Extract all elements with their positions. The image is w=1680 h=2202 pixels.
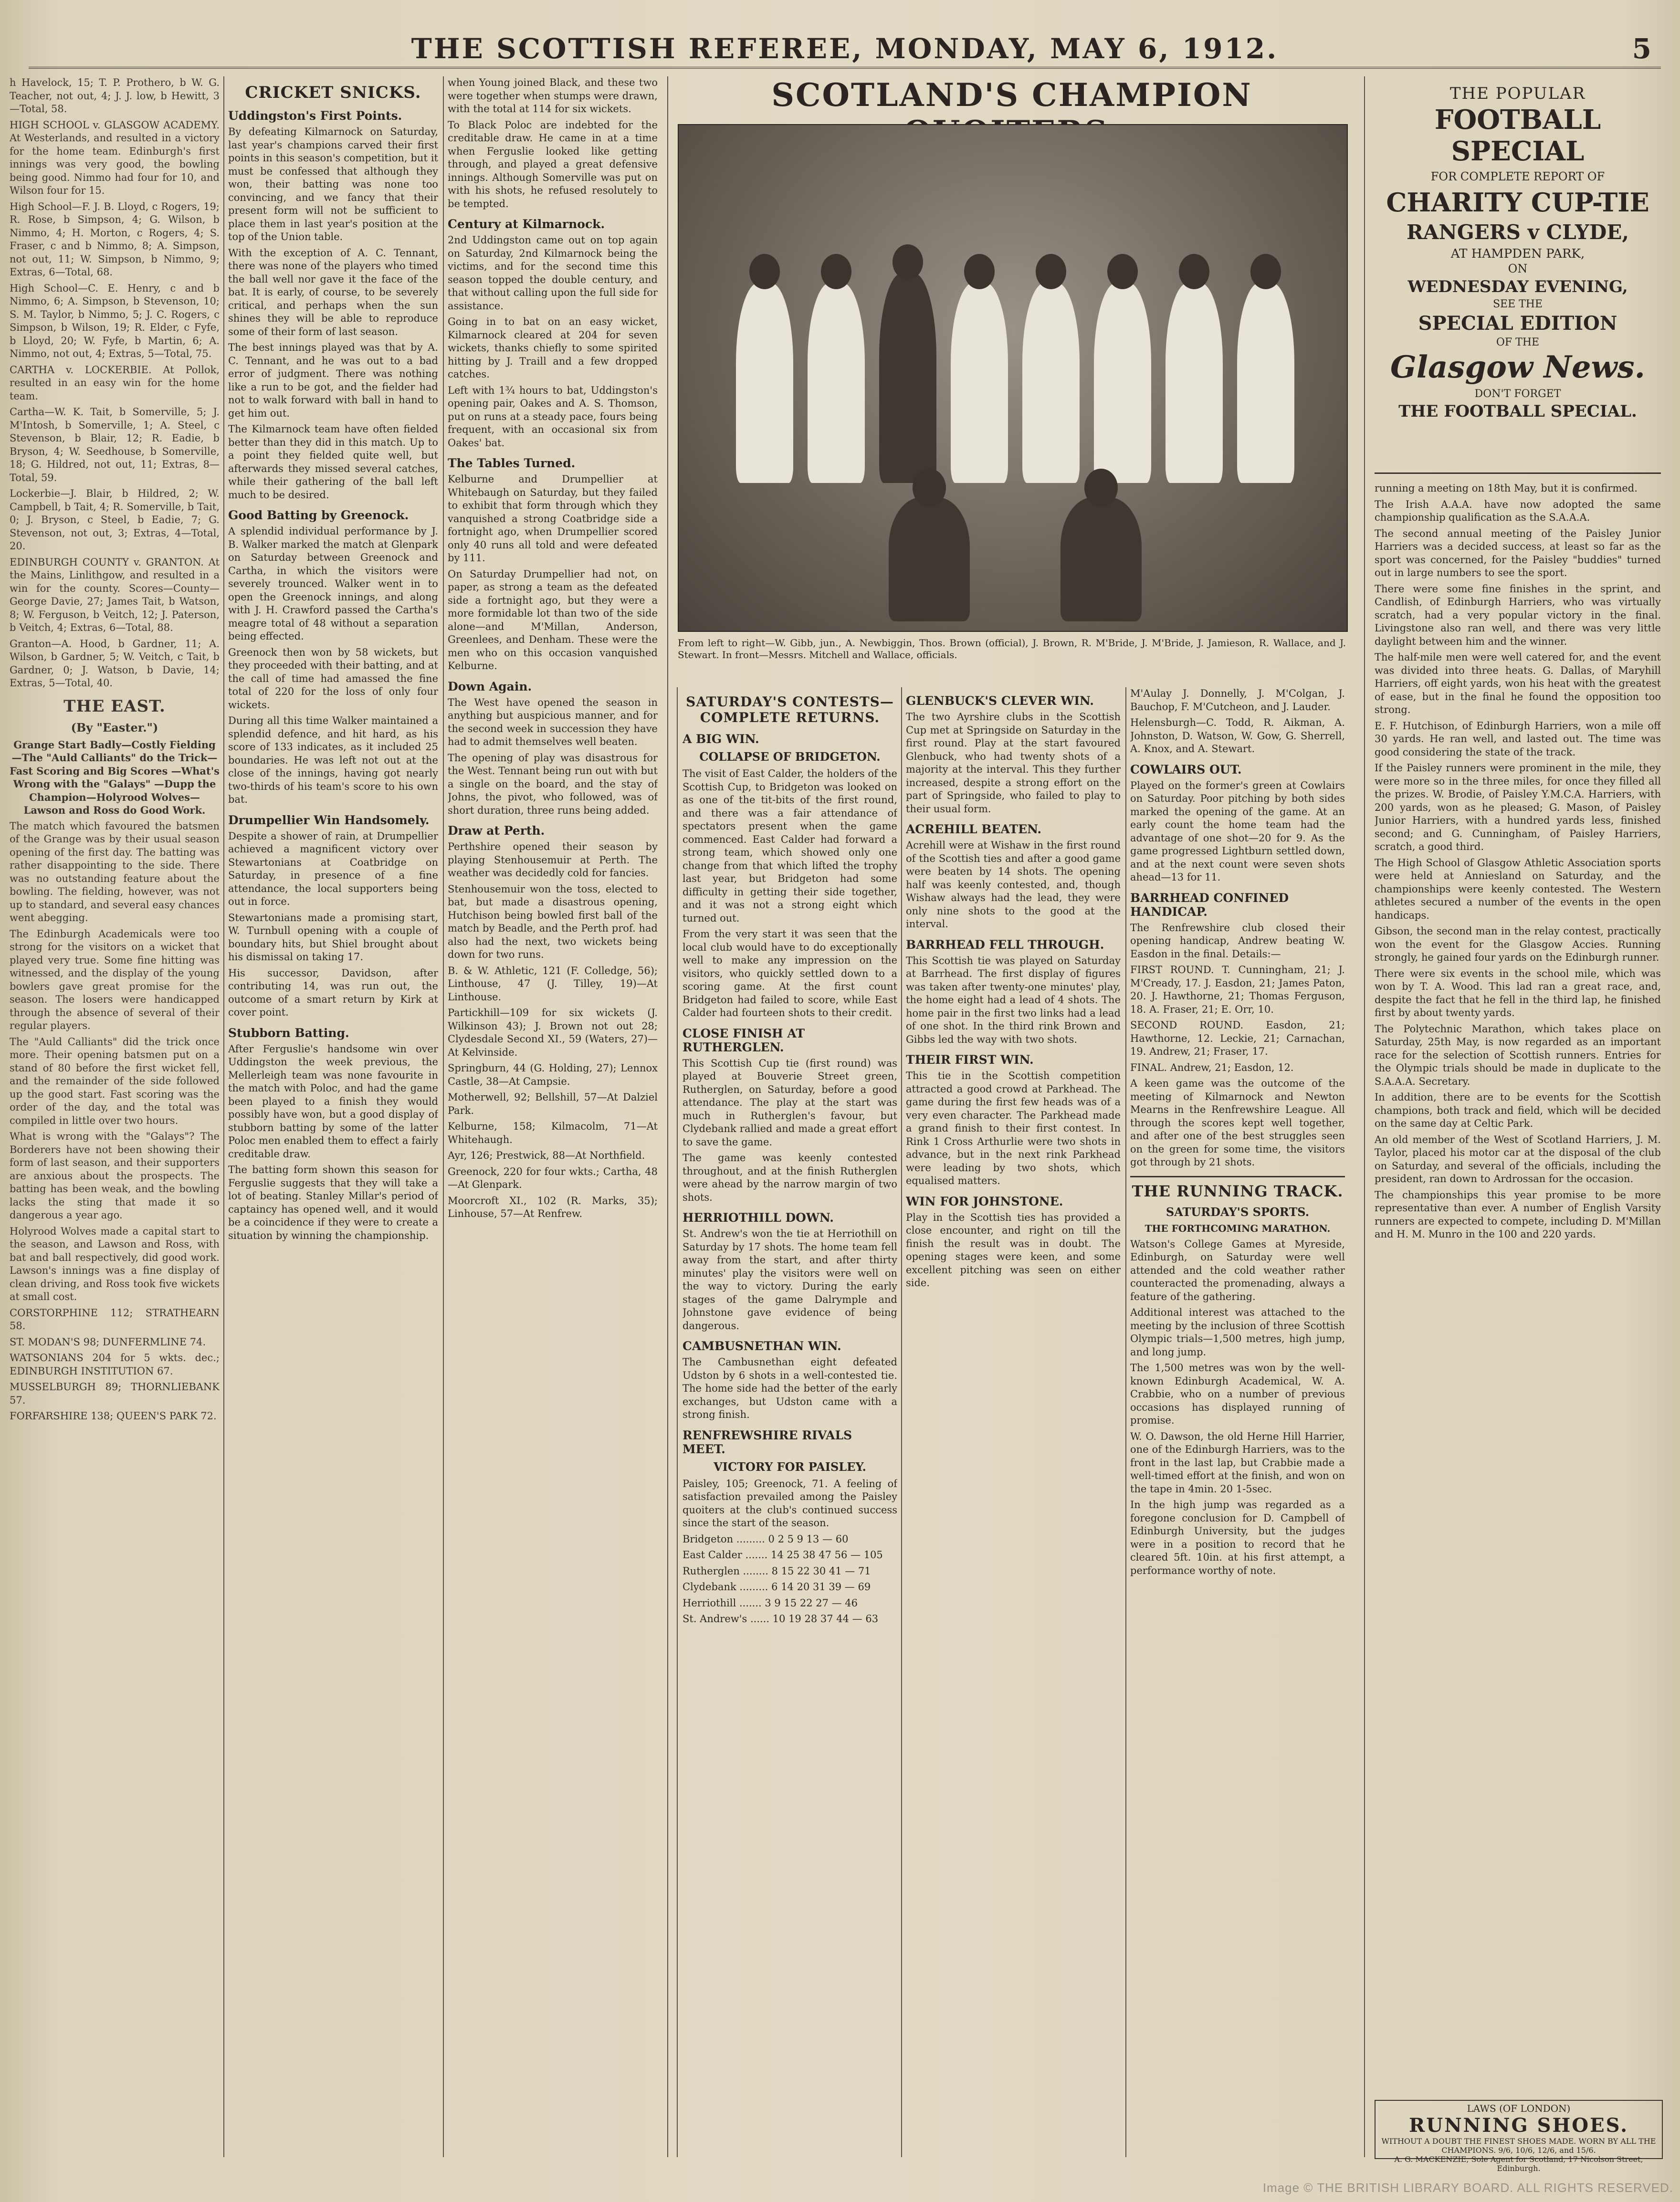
article-paragraph: Acrehill were at Wishaw in the first round of the Scottish ties and after a good game were beaten by 14 shots. The opening half was keenly contested, and, though Wishaw always had the lead, they were only nine shots to the good at the interval. bbox=[906, 839, 1121, 930]
article-paragraph: The opening of play was disastrous for the West. Tennant being run out with but a single on the board, and the stay of Johns, the pivot, who followed, was of short duration, three runs being added. bbox=[448, 752, 658, 816]
article-paragraph: FINAL. Andrew, 21; Easdon, 12. bbox=[1130, 1061, 1294, 1073]
article-paragraph: Kelburne and Drumpellier at Whitebaugh on Saturday, but they failed to exhibit that form through which they vanquished a strong Coatbridge side a fortnight ago, when Drumpellier scored only 40 runs all told and were defeated by 111. bbox=[448, 473, 658, 564]
article-paragraph: The second annual meeting of the Paisley Junior Harriers was a decided success, at least so far as the sport was concerned, for the Paisley "buddies" turned out in large numbers to see the sport. bbox=[1375, 527, 1661, 578]
article-paragraph: St. Andrew's won the tie at Herriothill on Saturday by 17 shots. The home team fell away from the start, and after thirty minutes' play the visitors were well on the way to victory. During the early stages of the game Dalrymple and Johnstone gave evidence of being dangerous. bbox=[682, 1228, 897, 1332]
section-heading: Draw at Perth. bbox=[448, 824, 545, 838]
article-paragraph: His successor, Davidson, after contributing 14, was run out, the outcome of a smart return by Kirk at cover point. bbox=[228, 967, 438, 1018]
score-line: Ayr, 126; Prestwick, 88—At Northfield. bbox=[448, 1150, 645, 1161]
section-heading: CLOSE FINISH AT RUTHERGLEN. bbox=[682, 1026, 805, 1054]
east-section-body bbox=[10, 820, 220, 1304]
article-paragraph: The High School of Glasgow Athletic Association sports were held at Anniesland on Saturday, and the championships were keenly contested. The Western athletes secured a number of the events in the open handicaps. bbox=[1375, 857, 1661, 921]
column-rule bbox=[1125, 687, 1126, 2157]
ad-line: FOR COMPLETE REPORT OF bbox=[1430, 170, 1605, 183]
article-paragraph: Watson's College Games at Myreside, Edinburgh, on Saturday were well attended and the cold weather rather counteracted the promenading, always a feature of the gathering. bbox=[1130, 1238, 1345, 1302]
athletics-notes-body bbox=[1375, 482, 1661, 1241]
score-line: Springburn, 44 (G. Holding, 27); Lennox Castle, 38—At Campsie. bbox=[448, 1062, 658, 1087]
player-figure bbox=[1022, 283, 1080, 483]
section-heading: Uddingston's First Points. bbox=[228, 109, 402, 123]
seated-official-figure bbox=[889, 497, 970, 621]
score-line: Partickhill—109 for six wickets (J. Wilkinson 43); J. Brown not out 28; Clydesdale Second XI., 59 (Waters, 27)—At Kelvinside. bbox=[448, 1007, 658, 1058]
article-paragraph: During all this time Walker maintained a splendid defence, and hit hard, as his score of 133 indicates, as it included 25 boundaries. He was left not out at the close of the innings, having got nearly two-thirds of his team's score to his own bat. bbox=[228, 715, 438, 805]
article-paragraph: There were six events in the school mile, which was won by T. A. Wood. This lad ran a great race, and, despite the fact that he fell in the third lap, he finished first by about twenty yards. bbox=[1375, 967, 1661, 1018]
official-figure bbox=[879, 273, 936, 483]
ad-line: RANGERS v CLYDE, bbox=[1407, 220, 1629, 244]
column-3 bbox=[448, 76, 658, 2157]
article-paragraph: Perthshire opened their season by playing Stenhousemuir at Perth. The weather was decidedly cold for fancies. bbox=[448, 841, 658, 879]
player-figure bbox=[1094, 283, 1151, 483]
article-paragraph: Left with 1¾ hours to bat, Uddingston's opening pair, Oakes and A. S. Thomson, put on runs at a steady pace, fours being frequent, with an occasional six from Oakes' bat. bbox=[448, 384, 658, 449]
team-photograph bbox=[678, 124, 1348, 632]
photo-caption: From left to right—W. Gibb, jun., A. Newbiggin, Thos. Brown (official), J. Brown, R. M'Bride, J. M'Bride, J. Jamieson, R. Wallace, and J. Stewart. In front—Messrs. Mitchell and Wallace, officials. bbox=[678, 637, 1346, 661]
article-paragraph: The West have opened the season in anything but auspicious manner, and for the second week in succession they have had to admit themselves well beaten. bbox=[448, 696, 658, 747]
score-line: Motherwell, 92; Bellshill, 57—At Dalziel Park. bbox=[448, 1091, 658, 1116]
article-paragraph: SECOND ROUND. Easdon, 21; Hawthorne, 12. Leckie, 21; Carnachan, 19. Andrew, 21; Fraser, 17. bbox=[1130, 1019, 1345, 1057]
result-line: Bridgeton ......... 0 2 5 9 13 — 60 bbox=[682, 1533, 849, 1545]
ad-line: Glasgow News. bbox=[1390, 349, 1645, 385]
article-paragraph: To Black Poloc are indebted for the creditable draw. He came in at a time when Ferguslie looked like getting through, and played a great defensive innings. Although Somerville was put on with his shots, he refused resolutely to be tempted. bbox=[448, 119, 658, 210]
score-line: Kelburne, 158; Kilmacolm, 71—At Whitehaugh. bbox=[448, 1121, 658, 1145]
player-figure bbox=[736, 283, 793, 483]
article-paragraph: By defeating Kilmarnock on Saturday, last year's champions carved their first points in this season's competition, but it must be confessed that although they won, their batting was none too convincing, and we fancy that their present form will not be sufficient to place them in last year's position at the top of the Union table. bbox=[228, 126, 438, 242]
ad-line: CHARITY CUP-TIE bbox=[1386, 187, 1649, 218]
column-rule bbox=[677, 687, 678, 2157]
article-paragraph: After Ferguslie's handsome win over Uddingston the week previous, the Mellerleigh team was none favourite in the match with Poloc, and had the game been played to a finish they would possibly have won, but a good display of stubborn batting by some of the latter Poloc men enabled them to effect a fairly creditable draw. bbox=[228, 1043, 438, 1160]
section-heading: Good Batting by Greenock. bbox=[228, 508, 409, 522]
article-paragraph: A splendid individual performance by J. B. Walker marked the match at Glenpark on Saturday between Greenock and Cartha, in which the visitors were severely trounced. Walker went in to open the Greenock innings, and along with J. H. Crawford passed the Cartha's meagre total of 48 without a separation being effected. bbox=[228, 525, 438, 642]
article-paragraph: FIRST ROUND. T. Cunningham, 21; J. M'Cready, 17. J. Easdon, 21; James Paton, 20. J. Hawthorne, 21; Thomas Ferguson, 18. A. Fraser, 21; E. Orr, 10. bbox=[1130, 964, 1345, 1015]
football-special-advert bbox=[1375, 81, 1661, 474]
article-paragraph: The best innings played was that by A. C. Tennant, and he was out to a bad error of judgment. There was nothing like a run to be got, and the fielder had not to walk forward with ball in hand to get him out. bbox=[228, 342, 438, 419]
east-footer-scores bbox=[10, 1307, 220, 1423]
ad-line: SPECIAL EDITION bbox=[1418, 312, 1617, 335]
score-line: ST. MODAN'S 98; DUNFERMLINE 74. bbox=[10, 1336, 206, 1348]
column-1 bbox=[10, 76, 220, 2157]
section-heading: Stubborn Batting. bbox=[228, 1026, 349, 1040]
column-rule bbox=[1364, 76, 1365, 2157]
ad-line: WEDNESDAY EVENING, bbox=[1407, 277, 1628, 296]
cricket-snicks-body bbox=[228, 109, 438, 1242]
score-line: Greenock, 220 for four wkts.; Cartha, 48—At Glenpark. bbox=[448, 1165, 658, 1190]
article-paragraph: In the high jump was regarded as a foregone conclusion for D. Campbell of Edinburgh University, but the judges were in a position to record that he cleared 5ft. 10in. at his first attempt, a performance worthy of note. bbox=[1130, 1499, 1345, 1576]
ad-line: ON bbox=[1508, 262, 1528, 275]
article-paragraph: Going in to bat on an easy wicket, Kilmarnock cleared at 204 for seven wickets, thanks chiefly to some spirited hitting by J. Traill and a few dropped catches. bbox=[448, 316, 658, 380]
column-7 bbox=[1375, 482, 1661, 2090]
ad-line: AT HAMPDEN PARK, bbox=[1450, 247, 1585, 261]
running-track-sub2: THE FORTHCOMING MARATHON. bbox=[1144, 1222, 1331, 1234]
ad-line: FOOTBALL SPECIAL bbox=[1434, 104, 1601, 167]
section-heading: THEIR FIRST WIN. bbox=[906, 1053, 1034, 1067]
article-paragraph: Helensburgh—C. Todd, R. Aikman, A. Johnston, D. Watson, W. Gow, G. Sherrell, A. Knox, and A. Stewart. bbox=[1130, 717, 1345, 755]
player-head bbox=[749, 254, 780, 289]
article-paragraph: Despite a shower of rain, at Drumpellier achieved a magnificent victory over Stewartonians at Coatbridge on Saturday, in presence of a fine attendance, the local supporters being out in force. bbox=[228, 830, 438, 907]
section-heading: Drumpellier Win Handsomely. bbox=[228, 813, 430, 827]
masthead-title: THE SCOTTISH REFEREE, MONDAY, MAY 6, 1912. bbox=[411, 32, 1279, 65]
section-heading: ACREHILL BEATEN. bbox=[906, 822, 1042, 836]
score-line: Moorcroft XI., 102 (R. Marks, 35); Linhouse, 57—At Renfrew. bbox=[448, 1195, 658, 1219]
section-heading: RENFREWSHIRE RIVALS MEET. bbox=[682, 1428, 852, 1456]
article-paragraph: The Cambusnethan eight defeated Udston by 6 shots in a well-contested tie. The home side had the better of the early exchanges, but Udston came with a strong finish. bbox=[682, 1356, 897, 1420]
column-5 bbox=[906, 687, 1121, 2157]
article-paragraph: With the exception of A. C. Tennant, there was none of the players who timed the ball well nor gave it the face of the bat. It is early, of course, to be severely critical, and perhaps when the sun shines they will be able to reproduce some of their form of last season. bbox=[228, 247, 438, 337]
article-paragraph: The championships this year promise to be more representative than ever. A number of English Varsity runners are expected to compete, including D. M'Millan and H. M. Munro in the 100 and 220 yards. bbox=[1375, 1189, 1661, 1240]
section-heading: BARRHEAD FELL THROUGH. bbox=[906, 937, 1104, 952]
section-heading: BARRHEAD CONFINED HANDICAP. bbox=[1130, 891, 1289, 919]
section-heading: A BIG WIN. bbox=[682, 732, 759, 746]
article-paragraph: E. F. Hutchison, of Edinburgh Harriers, won a mile off 30 yards. He ran well, and lasted out. The time was good considering the state of the track. bbox=[1375, 720, 1661, 758]
article-paragraph: From the very start it was seen that the local club would have to do exceptionally well to make any impression on the visitors, who quickly settled down to a scoring game. At the first count Bridgeton had failed to score, while East Calder had fourteen shots to their credit. bbox=[682, 928, 897, 1018]
article-paragraph: If the Paisley runners were prominent in the mile, they were more so in the three miles, for once they filled all the prizes. W. Brodie, of Paisley Y.M.C.A. Harriers, with 200 yards, won as he pleased; G. Mason, of Paisley Junior Harriers, with a hundred yards less, finished second; and G. Cunningham, of Paisley Harriers, scratch, a good third. bbox=[1375, 762, 1661, 852]
section-subheading: VICTORY FOR PAISLEY. bbox=[714, 1459, 866, 1474]
quoits-results-table bbox=[682, 1533, 897, 1626]
player-head bbox=[1107, 254, 1138, 289]
shoe-ad-line: A. G. MACKENZIE, Sole Agent for Scotland, 17 Nicolson Street, Edinburgh. bbox=[1394, 2155, 1643, 2173]
article-paragraph: Stenhousemuir won the toss, elected to bat, but made a disastrous opening, Hutchison being bowled first ball of the match by Beadle, and the Perth prof. had also had the next, two wickets being down for two runs. bbox=[448, 883, 658, 960]
article-paragraph: The visit of East Calder, the holders of the Scottish Cup, to Bridgeton was looked on as one of the tit-bits of the first round, and there was a fair attendance of spectators present when the game commenced. East Calder had forward a strong team, which showed only one change from that which lifted the trophy last year, but Bridgeton had some difficulty in getting their side together, and it was not a strong eight which turned out. bbox=[682, 768, 897, 924]
page-number: 5 bbox=[1632, 32, 1651, 65]
score-line: B. & W. Athletic, 121 (F. Colledge, 56); Linthouse, 47 (J. Tilley, 19)—At Linthouse. bbox=[448, 965, 658, 1003]
seated-official-head bbox=[1084, 469, 1118, 507]
score-paragraph: h Havelock, 15; T. P. Prothero, b W. G. Teacher, not out, 4; J. J. low, b Hewitt, 3—Total, 58. bbox=[10, 77, 220, 115]
quoits-column-5-body bbox=[906, 694, 1121, 1290]
article-paragraph: This tie in the Scottish competition attracted a good crowd at Parkhead. The game during the first few heads was of a very even character. The Parkhead made a grand finish to their first contest. In Rink 1 Cross Arthurlie were two shots in advance, but in the next rink Parkhead were leading by two shots, which equalised matters. bbox=[906, 1070, 1121, 1186]
ad-line: THE POPULAR bbox=[1449, 84, 1586, 103]
player-figure bbox=[808, 283, 865, 483]
section-heading: The Tables Turned. bbox=[448, 456, 576, 470]
article-paragraph: This Scottish Cup tie (first round) was played at Bouverie Street green, Rutherglen, on Saturday, before a good attendance. The play at the start was much in Rutherglen's favour, but Clydebank rallied and made a great effort to save the game. bbox=[682, 1057, 897, 1148]
column-4 bbox=[682, 687, 897, 2157]
copyright-notice: Image © THE BRITISH LIBRARY BOARD. ALL RIGHTS RESERVED. bbox=[1262, 2181, 1673, 2195]
article-paragraph: M'Aulay J. Donnelly, J. M'Colgan, J. Bauchop, F. M'Cutcheon, and J. Lauder. bbox=[1130, 688, 1345, 713]
player-head bbox=[1036, 254, 1066, 289]
score-paragraph: Lockerbie—J. Blair, b Hildred, 2; W. Campbell, b Tait, 4; R. Somerville, b Tait, 0; J. Bryson, c Steel, b Eadie, 7; G. Stevenson, not out, 3; Extras, 4—Total, 20. bbox=[10, 488, 220, 552]
ad-line: SEE THE bbox=[1492, 298, 1543, 310]
section-heading: GLENBUCK'S CLEVER WIN. bbox=[906, 694, 1094, 708]
official-head bbox=[892, 244, 923, 280]
article-paragraph: On Saturday Drumpellier had not, on paper, as strong a team as the defeated side a fortnight ago, but they were a more formidable lot than two of the side alone—and M'Millan, Anderson, Greenlees, and Denham. These were the men who on this occasion vanquished Kelburne. bbox=[448, 568, 658, 671]
quoits-column-6-body bbox=[1130, 687, 1345, 1169]
player-figure bbox=[1237, 283, 1294, 483]
article-paragraph: running a meeting on 18th May, but it is confirmed. bbox=[1375, 482, 1638, 494]
column-2 bbox=[228, 76, 438, 2157]
section-subheading: COLLAPSE OF BRIDGETON. bbox=[699, 750, 881, 764]
player-figure bbox=[1166, 283, 1223, 483]
ad-line: THE FOOTBALL SPECIAL. bbox=[1398, 402, 1637, 421]
section-heading: WIN FOR JOHNSTONE. bbox=[906, 1194, 1063, 1208]
feature-headline: SCOTLAND'S CHAMPION bbox=[771, 76, 1252, 114]
article-paragraph: The match which favoured the batsmen of the Grange was by their usual season opening of the first day. The batting was rather disappointing to the side. There was no outstanding feature about the bowling. The fielding, however, was not up to standard, and several easy chances went abegging. bbox=[10, 820, 220, 923]
score-paragraph: High School—F. J. B. Lloyd, c Rogers, 19; R. Rose, b Simpson, 4; G. Wilson, b Nimmo, 4; H. Morton, c Rogers, 4; S. Fraser, c and b Nimmo, 8; A. Simpson, not out, 11; W. Simpson, b Nimmo, 9; Extras, 6—Total, 68. bbox=[10, 200, 220, 278]
ad-line: OF THE bbox=[1496, 336, 1540, 348]
seated-official-figure bbox=[1060, 497, 1142, 621]
player-head bbox=[821, 254, 851, 289]
column-rule bbox=[223, 76, 224, 2157]
column-rule bbox=[901, 687, 902, 2157]
article-paragraph: In addition, there are to be events for the Scottish champions, both track and field, which will be decided on the same day at Celtic Park. bbox=[1375, 1091, 1661, 1129]
cricket-snicks-title: CRICKET SNICKS. bbox=[245, 83, 421, 102]
score-paragraph: Cartha—W. K. Tait, b Somerville, 5; J. M'Intosh, b Somerville, 1; A. Steel, c Stevenson, b Blair, 12; R. Eadie, b Bryson, 4; W. Seedhouse, b Somerville, 18; G. Hildred, not out, 11; Extras, 8—Total, 59. bbox=[10, 406, 220, 483]
score-line: CORSTORPHINE 112; STRATHEARN 58. bbox=[10, 1307, 220, 1332]
score-line: FORFARSHIRE 138; QUEEN'S PARK 72. bbox=[10, 1410, 217, 1422]
section-heading: COWLAIRS OUT. bbox=[1130, 762, 1242, 776]
score-paragraph: Granton—A. Hood, b Gardner, 11; A. Wilson, b Gardner, 5; W. Veitch, c Tait, b Gardner, 0; J. Watson, b Davie, 14; Extras, 5—Total, 40. bbox=[10, 638, 220, 689]
running-track-title: THE RUNNING TRACK. bbox=[1130, 1176, 1345, 1200]
article-paragraph: A keen game was the outcome of the meeting of Kilmarnock and Newton Mearns in the Renfrewshire League. All through the scores kept well together, and after one of the best struggles seen on the green for some time, the visitors got through by 21 shots. bbox=[1130, 1078, 1345, 1168]
score-line: WATSONIANS 204 for 5 wkts. dec.; EDINBURGH INSTITUTION 67. bbox=[10, 1352, 220, 1377]
masthead bbox=[29, 24, 1661, 69]
score-paragraph: HIGH SCHOOL v. GLASGOW ACADEMY. At Westerlands, and resulted in a victory for the home team. Edinburgh's first innings was very good, the bowling being good. Nimmo had four for 10, and Wilson four for 15. bbox=[10, 119, 220, 196]
article-paragraph: W. O. Dawson, the old Herne Hill Harrier, one of the Edinburgh Harriers, was to the front in the last lap, but Crabbie made a well-timed effort at the finish, and won on the tape in 4min. 20 1-5sec. bbox=[1130, 1430, 1345, 1495]
player-figure bbox=[951, 283, 1008, 483]
result-line: St. Andrew's ...... 10 19 28 37 44 — 63 bbox=[682, 1613, 879, 1625]
section-heading: Down Again. bbox=[448, 679, 532, 693]
article-paragraph: Additional interest was attached to the meeting by the inclusion of three Scottish Olympic trials—1,500 metres, high jump, and long jump. bbox=[1130, 1307, 1345, 1358]
article-paragraph: The Polytechnic Marathon, which takes place on Saturday, 25th May, is now regarded as an important race for the selection of Scottish runners. Entries for the Olympic trials should be made in duplicate to the S.A.A.A. Secretary. bbox=[1375, 1023, 1661, 1087]
article-paragraph: The two Ayrshire clubs in the Scottish Cup met at Springside on Saturday in the first round. Play at the start favoured Glenbuck, who had twenty shots of a majority at the interval. This they further increased, despite a strong effort on the part of Springside, who failed to play to their usual form. bbox=[906, 711, 1121, 815]
section-heading: Century at Kilmarnock. bbox=[448, 217, 605, 231]
player-head bbox=[964, 254, 995, 289]
article-paragraph: Greenock then won by 58 wickets, but they proceeded with their batting, and at the call of time had amassed the fine total of 220 for the loss of only four wickets. bbox=[228, 646, 438, 711]
article-paragraph: The Edinburgh Academicals were too strong for the visitors on a wicket that played very true. Some fine hitting was witnessed, and the display of the young bowlers gave great promise for the season. The losers were handicapped through the absence of several of their regular players. bbox=[10, 928, 220, 1031]
article-paragraph: The half-mile men were well catered for, and the event was divided into three heats. G. Dallas, of Maryhill Harriers, off eight yards, won his heat with the greatest of ease, but in the final he found the opposition too strong. bbox=[1375, 651, 1661, 715]
east-section-subheads: Grange Start Badly—Costly Fielding—The "Auld Calliants" do the Trick—Fast Scoring and Big Scores —What's Wrong with the "Galays" —Dupp the Champion—Holyrood Wolves—Lawson and Ross do Good Work. bbox=[10, 738, 220, 816]
article-paragraph: An old member of the West of Scotland Harriers, J. M. Taylor, placed his motor car at the disposal of the club on Saturday, and several of the officials, including the president, ran down to Ardrossan for the occasion. bbox=[1375, 1133, 1661, 1185]
article-paragraph: The "Auld Calliants" did the trick once more. Their opening batsmen put on a stand of 80 before the first wicket fell, and the remainder of the side followed up the good start. Fast scoring was the order of the day, and the total was compiled in little over two hours. bbox=[10, 1036, 220, 1126]
article-paragraph: There were some fine finishes in the sprint, and Candlish, of Edinburgh Harriers, who was virtually scratch, had a very popular victory in the final. Livingstone also ran well, and there was very little daylight between him and the winner. bbox=[1375, 583, 1661, 647]
running-track-body bbox=[1130, 1238, 1345, 1578]
ad-line: DON'T FORGET bbox=[1474, 388, 1561, 400]
article-paragraph: The batting form shown this season for Ferguslie suggests that they will take a lot of beating. Stanley Millar's period of captaincy has opened well, and it would be a coincidence if they were to create a situation by winning the championship. bbox=[228, 1164, 438, 1241]
result-line: Clydebank ......... 6 14 20 31 39 — 69 bbox=[682, 1581, 871, 1593]
article-paragraph: The game was keenly contested throughout, and at the finish Rutherglen were ahead by the narrow margin of two shots. bbox=[682, 1152, 897, 1203]
article-paragraph: What is wrong with the "Galays"? The Borderers have not been showing their form of last season, and their supporters are anxious about the prospects. The batting has been weak, and the bowling lacks the sting that made it so dangerous a year ago. bbox=[10, 1131, 220, 1221]
article-paragraph: Paisley, 105; Greenock, 71. A feeling of satisfaction prevailed among the Paisley quoiters at the club's continued success since the start of the season. bbox=[682, 1478, 897, 1529]
section-heading: HERRIOTHILL DOWN. bbox=[682, 1211, 834, 1225]
column-rule bbox=[667, 76, 668, 2157]
quoits-returns-body bbox=[682, 732, 897, 1530]
quoits-returns-title: SATURDAY'S CONTESTS—COMPLETE RETURNS. bbox=[686, 694, 894, 725]
column-1-scores bbox=[10, 76, 220, 690]
running-shoes-advert bbox=[1375, 2100, 1663, 2173]
column-rule bbox=[443, 76, 444, 2157]
shoe-ad-line: WITHOUT A DOUBT THE FINEST SHOES MADE. WORN BY ALL THE CHAMPIONS. 9/6, 10/6, 12/6, and 15/6. bbox=[1381, 2137, 1656, 2155]
running-track-sub: SATURDAY'S SPORTS. bbox=[1166, 1205, 1310, 1219]
result-line: East Calder ....... 14 25 38 47 56 — 105 bbox=[682, 1549, 883, 1561]
column-6 bbox=[1130, 687, 1345, 2157]
player-head bbox=[1179, 254, 1209, 289]
article-paragraph: Gibson, the second man in the relay contest, practically won the event for the Glasgow Accies. Running strongly, he gained four yards on the Edinburgh runner. bbox=[1375, 925, 1661, 963]
section-heading: CAMBUSNETHAN WIN. bbox=[682, 1339, 841, 1353]
article-paragraph: The Irish A.A.A. have now adopted the same championship qualification as the S.A.A.A. bbox=[1375, 498, 1661, 523]
player-head bbox=[1250, 254, 1281, 289]
east-section-byline: (By "Easter.") bbox=[71, 720, 158, 734]
article-paragraph: Play in the Scottish ties has provided a close encounter, and right on till the finish the result was in doubt. The opening stages were keen, and some excellent pitching was seen on either side. bbox=[906, 1211, 1121, 1289]
article-paragraph: Played on the former's green at Cowlairs on Saturday. Poor pitching by both sides marked the opening of the game. At an early count the home team had the advantage of one shot—20 for 9. As the game progressed Lightburn settled down, and at the next count were seven shots ahead—13 for 11. bbox=[1130, 779, 1345, 883]
article-paragraph: Holyrood Wolves made a capital start to the season, and Lawson and Ross, with bat and ball respectively, did good work. Lawson's innings was a fine display of clean driving, and Ross took five wickets at small cost. bbox=[10, 1225, 220, 1302]
article-paragraph: The Renfrewshire club closed their opening handicap, Andrew beating W. Easdon in the final. Details:— bbox=[1130, 922, 1345, 960]
article-paragraph: when Young joined Black, and these two were together when stumps were drawn, with the total at 114 for six wickets. bbox=[448, 77, 658, 115]
score-paragraph: EDINBURGH COUNTY v. GRANTON. At the Mains, Linlithgow, and resulted in a win for the county. Scores—County—George Davie, 27; James Tait, b Watson, 8; W. Ferguson, b Veitch, 12; J. Paterson, b Veitch, 4; Extras, 6—Total, 88. bbox=[10, 556, 220, 633]
score-line: MUSSELBURGH 89; THORNLIEBANK 57. bbox=[10, 1381, 220, 1406]
cricket-continued-body bbox=[448, 76, 658, 962]
result-line: Herriothill ....... 3 9 15 22 27 — 46 bbox=[682, 1597, 858, 1609]
east-section-title: THE EAST. bbox=[63, 696, 166, 716]
article-paragraph: This Scottish tie was played on Saturday at Barrhead. The first display of figures was taken after twenty-one minutes' play, the home eight had a lead of 4 shots. The home pair in the first two links had a lead of one shot. In the third rink Brown and Gibbs led the way with two shots. bbox=[906, 954, 1121, 1045]
score-paragraph: High School—C. E. Henry, c and b Nimmo, 6; A. Simpson, b Stevenson, 10; S. M. Taylor, b Nimmo, 5; J. C. Rogers, c Simpson, b Wilson, 19; R. Elder, c Fyfe, b Lloyd, 20; W. Fyfe, b Martin, 6; A. Nimmo, not out, 4; Extras, 5—Total, 75. bbox=[10, 282, 220, 359]
article-paragraph: The 1,500 metres was won by the well-known Edinburgh Academical, W. A. Crabbie, who on a number of previous occasions has displayed running of promise. bbox=[1130, 1362, 1345, 1426]
article-paragraph: Stewartonians made a promising start, W. Turnbull opening with a couple of boundary hits, but Shiel brought about his dismissal on taking 17. bbox=[228, 912, 438, 963]
shoe-ad-line: LAWS (OF LONDON) bbox=[1467, 2103, 1571, 2114]
result-line: Rutherglen ........ 8 15 22 30 41 — 71 bbox=[682, 1565, 871, 1577]
article-paragraph: 2nd Uddingston came out on top again on Saturday, 2nd Kilmarnock being the victims, and for the second time this season topped the double century, and that without calling upon the full side for assistance. bbox=[448, 234, 658, 312]
cricket-scores-list bbox=[448, 965, 658, 1221]
score-paragraph: CARTHA v. LOCKERBIE. At Pollok, resulted in an easy win for the home team. bbox=[10, 364, 220, 402]
article-paragraph: The Kilmarnock team have often fielded better than they did in this match. Up to a point they fielded quite well, but afterwards they missed several catches, while their gathering of the ball left much to be desired. bbox=[228, 423, 438, 501]
shoe-ad-line: RUNNING SHOES. bbox=[1408, 2114, 1628, 2137]
seated-official-head bbox=[913, 469, 946, 507]
